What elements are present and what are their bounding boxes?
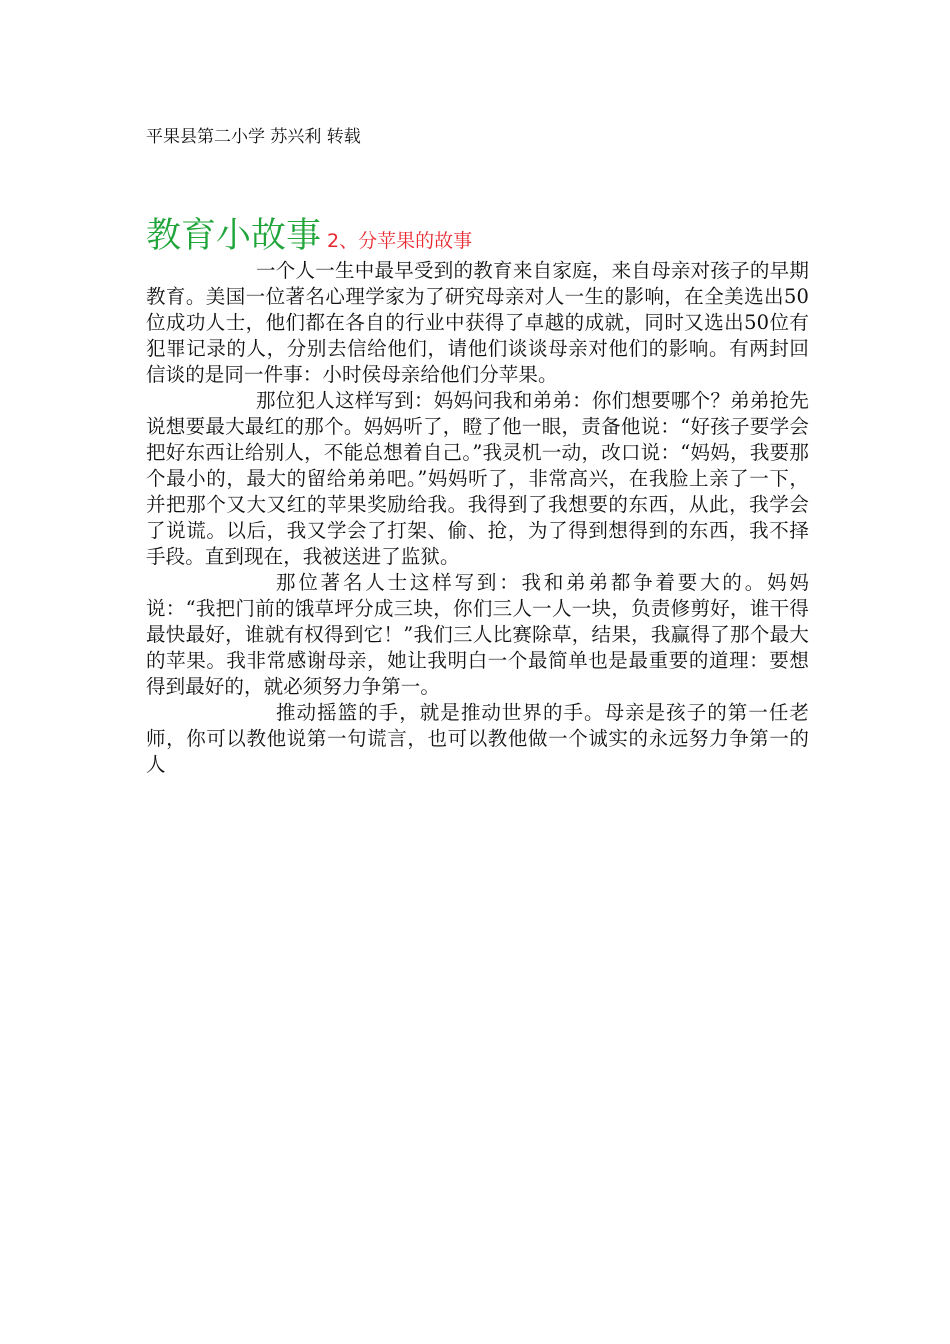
paragraph-conclusion: 推动摇篮的手，就是推动世界的手。母亲是孩子的第一任老师，你可以教他说第一句谎言，也可以教他做一个诚实的永远努力争第一的人 xyxy=(146,701,809,776)
story-subtitle: 2、分苹果的故事 xyxy=(327,230,473,252)
paragraph-intro: 一个人一生中最早受到的教育来自家庭，来自母亲对孩子的早期教育。美国一位著名心理学家为了研究母亲对人一生的影响，在全美选出50位成功人士，他们都在各自的行业中获得了卓越的成就，同时又选出50位有犯罪记录的人，分别去信给他们，请他们谈谈母亲对他们的影响。有两封回信谈的是同一件事：小时侯母亲给他们分苹果。 xyxy=(146,259,809,386)
byline: 平果县第二小学 苏兴利 转载 xyxy=(146,127,361,147)
paragraph-celebrity-letter: 那位著名人士这样写到：我和弟弟都争着要大的。妈妈说：“我把门前的饿草坪分成三块，你们三人一人一块，负责修剪好，谁干得最快最好，谁就有权得到它！”我们三人比赛除草，结果，我赢得了那个最大的苹果。我非常感谢母亲，她让我明白一个最简单也是最重要的道理：要想得到最好的，就必须努力争第一。 xyxy=(146,571,809,698)
series-title: 教育小故事 xyxy=(146,216,322,256)
story-title xyxy=(146,212,472,260)
paragraph-prisoner-letter: 那位犯人这样写到：妈妈问我和弟弟：你们想要哪个？弟弟抢先说想要最大最红的那个。妈妈听了，瞪了他一眼，责备他说：“好孩子要学会把好东西让给别人，不能总想着自己。”我灵机一动，改口说：“妈妈，我要那个最小的，最大的留给弟弟吧。”妈妈听了，非常高兴，在我脸上亲了一下，并把那个又大又红的苹果奖励给我。我得到了我想要的东西，从此，我学会了说谎。以后，我又学会了打架、偷、抢，为了得到想得到的东西，我不择手段。直到现在，我被送进了监狱。 xyxy=(146,389,809,568)
story-body xyxy=(146,258,809,778)
